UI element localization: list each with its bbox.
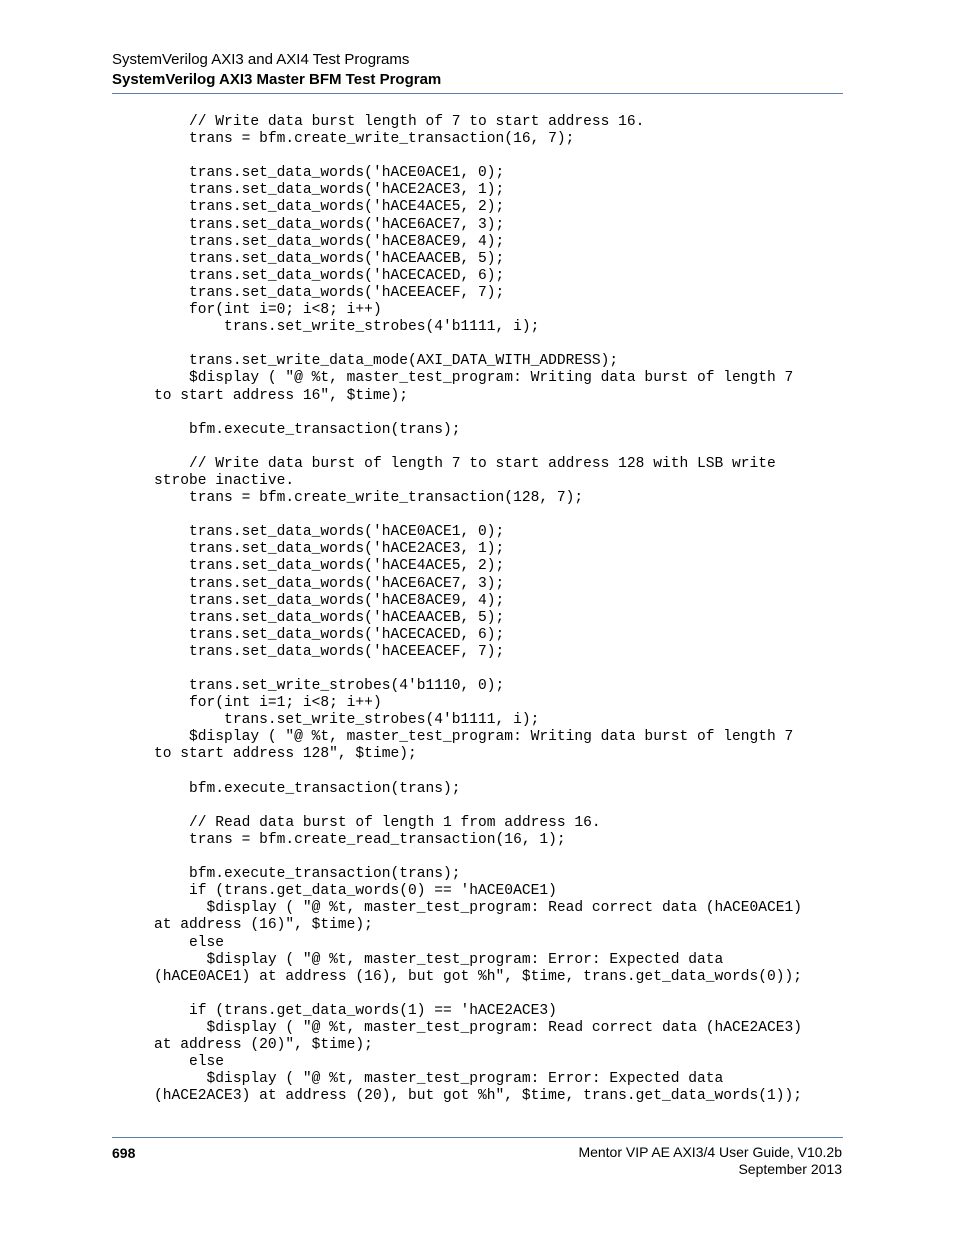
footer-info bbox=[578, 1144, 842, 1178]
page-number: 698 bbox=[112, 1145, 136, 1161]
code-line: $display ( "@ %t, master_test_program: Writing data burst of length 7 bbox=[154, 729, 794, 746]
section-title: SystemVerilog AXI3 Master BFM Test Program bbox=[112, 71, 442, 88]
code-line: trans.set_data_words('hACEEACEF, 7); bbox=[154, 643, 505, 660]
code-line: trans = bfm.create_write_transaction(128, 7); bbox=[154, 490, 584, 507]
code-line bbox=[154, 661, 854, 678]
code-line: else bbox=[154, 934, 225, 951]
code-line: $display ( "@ %t, master_test_program: Read correct data (hACE0ACE1) bbox=[154, 900, 803, 917]
code-line: else bbox=[154, 1054, 225, 1071]
code-line bbox=[154, 507, 854, 524]
code-line: if (trans.get_data_words(0) == 'hACE0ACE1) bbox=[154, 883, 557, 900]
code-line: trans.set_data_words('hACE0ACE1, 0); bbox=[154, 165, 505, 182]
code-line bbox=[154, 336, 854, 353]
code-line: (hACE0ACE1) at address (16), but got %h", $time, trans.get_data_words(0)); bbox=[154, 968, 803, 985]
code-line: strobe inactive. bbox=[154, 472, 295, 489]
code-line: $display ( "@ %t, master_test_program: Writing data burst of length 7 bbox=[154, 370, 794, 387]
code-line: to start address 16", $time); bbox=[154, 387, 408, 404]
code-line: trans = bfm.create_write_transaction(16, 7); bbox=[154, 131, 575, 148]
code-line: trans = bfm.create_read_transaction(16, 1); bbox=[154, 831, 566, 848]
code-line: at address (20)", $time); bbox=[154, 1037, 373, 1054]
code-line bbox=[154, 849, 854, 866]
code-line: // Write data burst length of 7 to start address 16. bbox=[154, 114, 645, 130]
code-line: at address (16)", $time); bbox=[154, 917, 373, 934]
code-line: trans.set_write_strobes(4'b1111, i); bbox=[154, 712, 540, 729]
code-line: trans.set_data_words('hACECACED, 6); bbox=[154, 626, 505, 643]
code-line: bfm.execute_transaction(trans); bbox=[154, 866, 461, 883]
code-line: $display ( "@ %t, master_test_program: Error: Expected data bbox=[154, 951, 724, 968]
code-line bbox=[154, 148, 854, 165]
code-line: $display ( "@ %t, master_test_program: Read correct data (hACE2ACE3) bbox=[154, 1019, 803, 1036]
code-line: trans.set_write_strobes(4'b1111, i); bbox=[154, 319, 540, 336]
chapter-title: SystemVerilog AXI3 and AXI4 Test Programs bbox=[112, 51, 410, 68]
code-line: // Write data burst of length 7 to start address 128 with LSB write bbox=[154, 455, 776, 472]
code-line: trans.set_data_words('hACE8ACE9, 4); bbox=[154, 592, 505, 609]
code-line: $display ( "@ %t, master_test_program: Error: Expected data bbox=[154, 1071, 724, 1088]
code-line: trans.set_data_words('hACEAACEB, 5); bbox=[154, 609, 505, 626]
code-line: trans.set_data_words('hACE0ACE1, 0); bbox=[154, 524, 505, 541]
code-line: trans.set_data_words('hACEAACEB, 5); bbox=[154, 250, 505, 267]
code-line: trans.set_data_words('hACE4ACE5, 2); bbox=[154, 199, 505, 216]
code-line: if (trans.get_data_words(1) == 'hACE2ACE3) bbox=[154, 1002, 557, 1019]
code-line: trans.set_data_words('hACE8ACE9, 4); bbox=[154, 233, 505, 250]
code-listing bbox=[154, 114, 854, 1105]
code-line: (hACE2ACE3) at address (20), but got %h", $time, trans.get_data_words(1)); bbox=[154, 1088, 803, 1105]
code-line: // Read data burst of length 1 from address 16. bbox=[154, 814, 601, 831]
code-line: trans.set_data_words('hACE6ACE7, 3); bbox=[154, 216, 505, 233]
code-line: for(int i=1; i<8; i++) bbox=[154, 695, 382, 712]
header-divider bbox=[112, 93, 843, 94]
code-line bbox=[154, 439, 854, 456]
code-line bbox=[154, 405, 854, 422]
code-line: trans.set_write_data_mode(AXI_DATA_WITH_ADDRESS); bbox=[154, 353, 619, 370]
code-line: trans.set_data_words('hACE2ACE3, 1); bbox=[154, 182, 505, 199]
code-line: trans.set_data_words('hACE4ACE5, 2); bbox=[154, 558, 505, 575]
code-line: to start address 128", $time); bbox=[154, 746, 417, 763]
page-header bbox=[112, 50, 842, 90]
code-line: trans.set_data_words('hACEEACEF, 7); bbox=[154, 284, 505, 301]
code-line: trans.set_data_words('hACECACED, 6); bbox=[154, 267, 505, 284]
guide-title: Mentor VIP AE AXI3/4 User Guide, V10.2b bbox=[578, 1144, 842, 1160]
code-line: for(int i=0; i<8; i++) bbox=[154, 302, 382, 319]
code-line: trans.set_data_words('hACE6ACE7, 3); bbox=[154, 575, 505, 592]
code-line: trans.set_write_strobes(4'b1110, 0); bbox=[154, 678, 505, 695]
code-line: bfm.execute_transaction(trans); bbox=[154, 421, 461, 438]
publication-date: September 2013 bbox=[738, 1161, 842, 1177]
code-line: trans.set_data_words('hACE2ACE3, 1); bbox=[154, 541, 505, 558]
footer-divider bbox=[112, 1137, 843, 1138]
code-line bbox=[154, 798, 854, 815]
code-line: bfm.execute_transaction(trans); bbox=[154, 780, 461, 797]
code-line bbox=[154, 986, 854, 1003]
code-line bbox=[154, 764, 854, 781]
